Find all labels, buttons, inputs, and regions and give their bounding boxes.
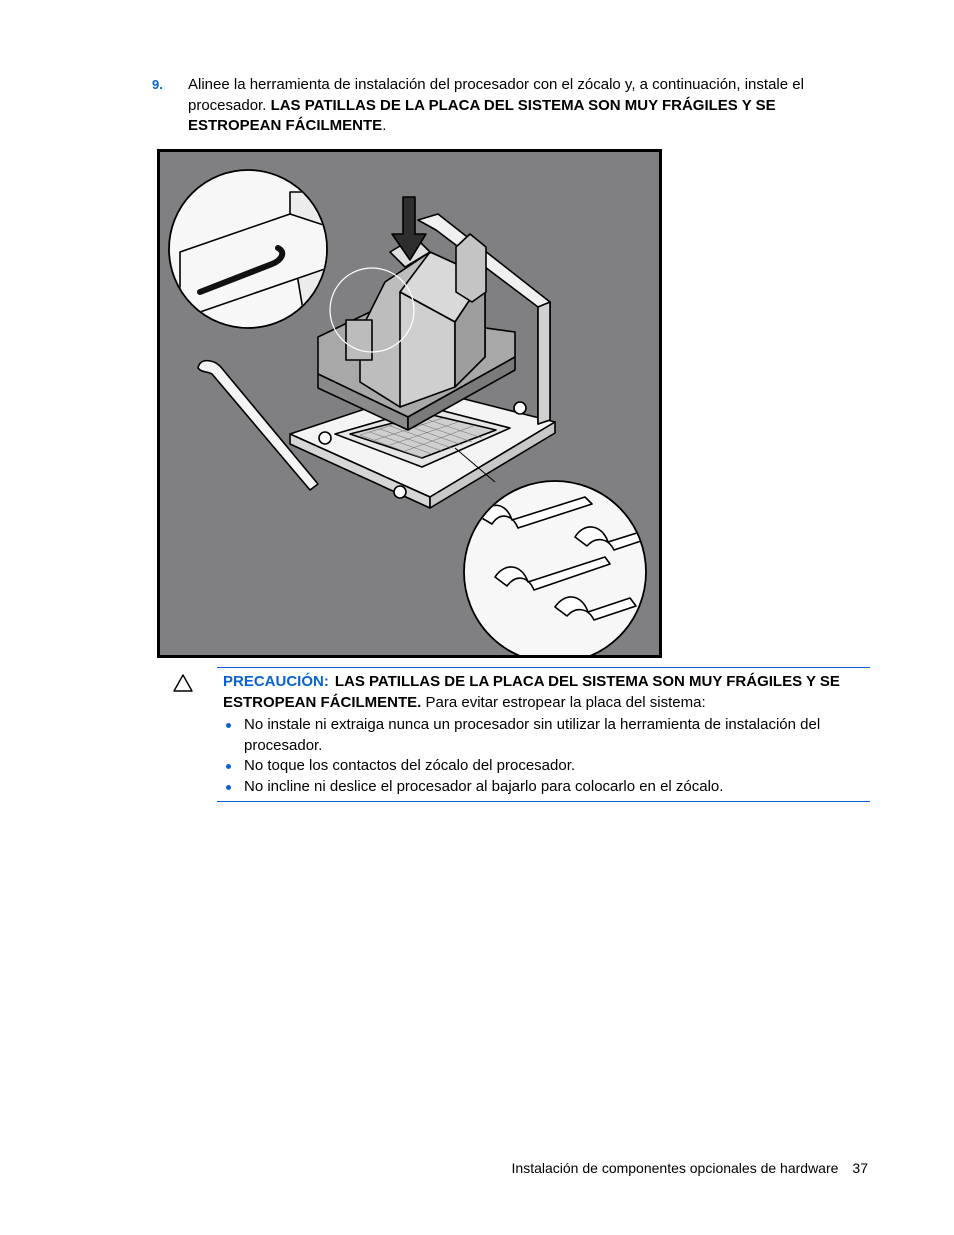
page-footer: [512, 1158, 868, 1179]
bullet-icon: [226, 764, 231, 769]
caution-list: [223, 715, 870, 797]
list-item-text: No incline ni deslice el procesador al bajarlo para colocarlo en el zócalo.: [244, 777, 724, 795]
step-text-warning: LAS PATILLAS DE LA PLACA DEL SISTEMA SON MUY FRÁGILES Y SE ESTROPEAN FÁCILMENTE: [188, 96, 776, 134]
caution-label: PRECAUCIÓN:: [223, 673, 329, 690]
processor-install-figure: [157, 149, 662, 658]
caution-box: [217, 667, 870, 802]
list-item: [223, 715, 870, 756]
list-item: [223, 777, 870, 798]
processor-install-illustration-icon: [160, 152, 659, 655]
tool-detail-zoom: [169, 170, 345, 352]
install-tool: [318, 234, 515, 430]
step-text-end: .: [382, 117, 387, 134]
bullet-icon: [226, 785, 231, 790]
step-9: [152, 75, 842, 137]
caution-text: Para evitar estropear la placa del sistema:: [421, 693, 706, 711]
caution-triangle-icon: [172, 673, 194, 693]
pin-detail-zoom: [464, 481, 646, 655]
list-item-text: No instale ni extraiga nunca un procesador sin utilizar la herramienta de instalación del procesador.: [244, 716, 821, 754]
caution-body: [217, 668, 870, 797]
step-number: 9.: [152, 77, 163, 92]
bullet-icon: [226, 723, 231, 728]
step-text: [188, 75, 842, 137]
socket-lever: [198, 361, 318, 490]
caution-warning: LAS PATILLAS DE LA PLACA DEL SISTEMA SON MUY FRÁGILES Y SE ESTROPEAN FÁCILMENTE.: [223, 673, 840, 711]
page-number: 37: [852, 1160, 868, 1176]
list-item-text: No toque los contactos del zócalo del procesador.: [244, 757, 576, 774]
list-item: [223, 756, 870, 777]
footer-section-title: Instalación de componentes opcionales de hardware: [511, 1160, 839, 1176]
caution-heading: [223, 672, 870, 713]
step-text-plain: Alinee la herramienta de instalación del procesador con el zócalo y, a continuación, instale el procesador.: [188, 76, 804, 114]
